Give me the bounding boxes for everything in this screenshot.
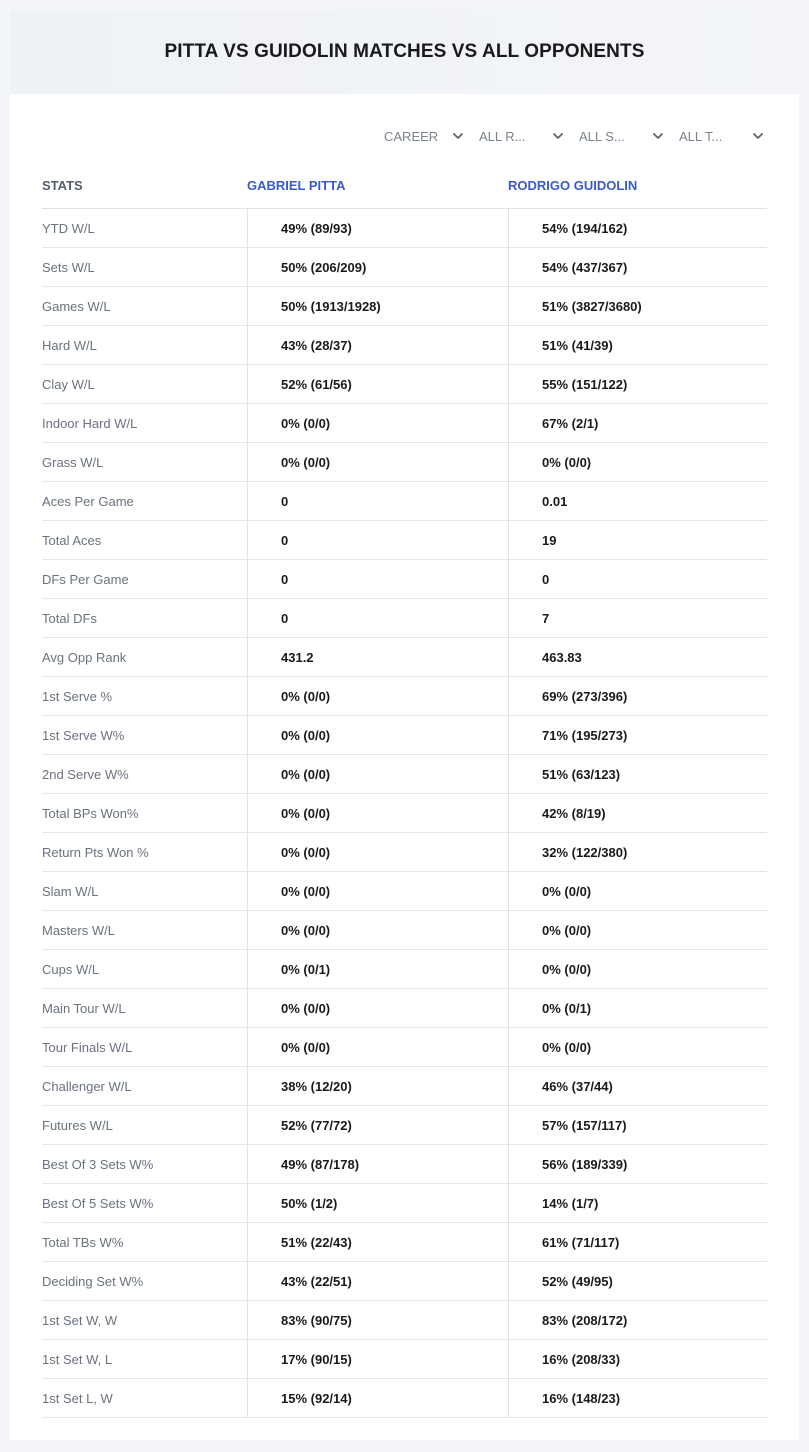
player2-value: 0% (0/0) bbox=[508, 911, 767, 949]
table-row bbox=[42, 599, 767, 638]
player2-value: 19 bbox=[508, 521, 767, 559]
player2-value: 0% (0/0) bbox=[508, 1028, 767, 1066]
table-row bbox=[42, 1106, 767, 1145]
player2-value: 69% (273/396) bbox=[508, 677, 767, 715]
player1-value: 50% (1913/1928) bbox=[247, 287, 508, 325]
player1-value: 15% (92/14) bbox=[247, 1379, 508, 1417]
player2-value: 16% (148/23) bbox=[508, 1379, 767, 1417]
player1-value: 38% (12/20) bbox=[247, 1067, 508, 1105]
filter-round-label: ALL R... bbox=[479, 128, 526, 144]
stat-label: Sets W/L bbox=[42, 259, 95, 275]
table-row bbox=[42, 794, 767, 833]
table-row bbox=[42, 716, 767, 755]
stat-label: Indoor Hard W/L bbox=[42, 415, 138, 431]
player2-value: 71% (195/273) bbox=[508, 716, 767, 754]
player2-value: 0.01 bbox=[508, 482, 767, 520]
stat-label: Total DFs bbox=[42, 610, 97, 626]
table-row bbox=[42, 911, 767, 950]
page-title: PITTA VS GUIDOLIN MATCHES VS ALL OPPONENTS bbox=[164, 41, 645, 62]
table-row bbox=[42, 1301, 767, 1340]
player1-value: 0% (0/0) bbox=[247, 1028, 508, 1066]
player1-value: 17% (90/15) bbox=[247, 1340, 508, 1378]
column-header-player2[interactable]: RODRIGO GUIDOLIN bbox=[508, 177, 638, 193]
stat-label: Best Of 3 Sets W% bbox=[42, 1156, 154, 1172]
player2-value: 67% (2/1) bbox=[508, 404, 767, 442]
stat-label: Total TBs W% bbox=[42, 1234, 124, 1250]
filter-timeframe-label: CAREER bbox=[384, 128, 439, 144]
player1-value: 0% (0/1) bbox=[247, 950, 508, 988]
filter-surface[interactable] bbox=[579, 126, 664, 146]
table-row bbox=[42, 365, 767, 404]
player2-value: 42% (8/19) bbox=[508, 794, 767, 832]
table-row bbox=[42, 1262, 767, 1301]
player1-value: 0% (0/0) bbox=[247, 677, 508, 715]
stats-card bbox=[10, 10, 799, 1440]
table-row bbox=[42, 1223, 767, 1262]
player2-value: 46% (37/44) bbox=[508, 1067, 767, 1105]
stat-label: Cups W/L bbox=[42, 961, 100, 977]
table-row bbox=[42, 1340, 767, 1379]
filter-bar bbox=[10, 126, 799, 146]
table-header bbox=[42, 162, 767, 209]
table-row bbox=[42, 404, 767, 443]
table-row bbox=[42, 677, 767, 716]
player2-value: 0% (0/1) bbox=[508, 989, 767, 1027]
player2-value: 0% (0/0) bbox=[508, 950, 767, 988]
table-row bbox=[42, 521, 767, 560]
player1-value: 51% (22/43) bbox=[247, 1223, 508, 1261]
column-header-stats: STATS bbox=[42, 177, 83, 193]
player1-value: 431.2 bbox=[247, 638, 508, 676]
player2-value: 51% (41/39) bbox=[508, 326, 767, 364]
player2-value: 56% (189/339) bbox=[508, 1145, 767, 1183]
stat-label: Best Of 5 Sets W% bbox=[42, 1195, 154, 1211]
player2-value: 7 bbox=[508, 599, 767, 637]
player1-value: 0 bbox=[247, 521, 508, 559]
filter-tournament-label: ALL T... bbox=[679, 128, 723, 144]
stat-label: Hard W/L bbox=[42, 337, 97, 353]
player2-value: 52% (49/95) bbox=[508, 1262, 767, 1300]
table-row bbox=[42, 287, 767, 326]
stat-label: Futures W/L bbox=[42, 1117, 113, 1133]
player2-value: 55% (151/122) bbox=[508, 365, 767, 403]
stat-label: Clay W/L bbox=[42, 376, 95, 392]
stat-label: Deciding Set W% bbox=[42, 1273, 144, 1289]
table-row bbox=[42, 1028, 767, 1067]
filter-round[interactable] bbox=[479, 126, 564, 146]
player2-value: 463.83 bbox=[508, 638, 767, 676]
player1-value: 0% (0/0) bbox=[247, 794, 508, 832]
filter-timeframe[interactable] bbox=[384, 126, 464, 146]
filter-tournament[interactable] bbox=[679, 126, 764, 146]
player2-value: 0 bbox=[508, 560, 767, 598]
stat-label: Masters W/L bbox=[42, 922, 115, 938]
player1-value: 0% (0/0) bbox=[247, 443, 508, 481]
stat-label: YTD W/L bbox=[42, 220, 95, 236]
table-row bbox=[42, 209, 767, 248]
chevron-down-icon bbox=[552, 130, 564, 142]
player2-value: 57% (157/117) bbox=[508, 1106, 767, 1144]
stats-table bbox=[42, 162, 767, 1418]
table-row bbox=[42, 560, 767, 599]
player2-value: 83% (208/172) bbox=[508, 1301, 767, 1339]
table-row bbox=[42, 638, 767, 677]
player2-value: 0% (0/0) bbox=[508, 443, 767, 481]
stat-label: Return Pts Won % bbox=[42, 844, 149, 860]
stat-label: Total Aces bbox=[42, 532, 102, 548]
chevron-down-icon bbox=[652, 130, 664, 142]
stat-label: Avg Opp Rank bbox=[42, 649, 127, 665]
table-row bbox=[42, 872, 767, 911]
player2-value: 32% (122/380) bbox=[508, 833, 767, 871]
player1-value: 0% (0/0) bbox=[247, 872, 508, 910]
player1-value: 52% (77/72) bbox=[247, 1106, 508, 1144]
player1-value: 0 bbox=[247, 560, 508, 598]
stat-label: Grass W/L bbox=[42, 454, 104, 470]
player2-value: 54% (437/367) bbox=[508, 248, 767, 286]
player1-value: 0% (0/0) bbox=[247, 833, 508, 871]
stat-label: Challenger W/L bbox=[42, 1078, 132, 1094]
player2-value: 61% (71/117) bbox=[508, 1223, 767, 1261]
stat-label: 1st Set W, L bbox=[42, 1351, 113, 1367]
player1-value: 50% (206/209) bbox=[247, 248, 508, 286]
player2-value: 14% (1/7) bbox=[508, 1184, 767, 1222]
player1-value: 0% (0/0) bbox=[247, 755, 508, 793]
stat-label: Main Tour W/L bbox=[42, 1000, 126, 1016]
player1-value: 43% (28/37) bbox=[247, 326, 508, 364]
player1-value: 50% (1/2) bbox=[247, 1184, 508, 1222]
table-row bbox=[42, 950, 767, 989]
stat-label: Tour Finals W/L bbox=[42, 1039, 133, 1055]
stat-label: Total BPs Won% bbox=[42, 805, 139, 821]
player1-value: 83% (90/75) bbox=[247, 1301, 508, 1339]
player1-value: 0% (0/0) bbox=[247, 404, 508, 442]
table-row bbox=[42, 1067, 767, 1106]
column-header-player1[interactable]: GABRIEL PITTA bbox=[247, 177, 346, 193]
player1-value: 52% (61/56) bbox=[247, 365, 508, 403]
stat-label: Slam W/L bbox=[42, 883, 99, 899]
table-row bbox=[42, 1184, 767, 1223]
table-row bbox=[42, 443, 767, 482]
table-row bbox=[42, 1379, 767, 1418]
stat-label: 2nd Serve W% bbox=[42, 766, 129, 782]
player2-value: 51% (63/123) bbox=[508, 755, 767, 793]
table-row bbox=[42, 326, 767, 365]
player1-value: 0% (0/0) bbox=[247, 989, 508, 1027]
player2-value: 51% (3827/3680) bbox=[508, 287, 767, 325]
player1-value: 49% (89/93) bbox=[247, 209, 508, 247]
player1-value: 43% (22/51) bbox=[247, 1262, 508, 1300]
table-row bbox=[42, 989, 767, 1028]
player1-value: 0 bbox=[247, 599, 508, 637]
filter-surface-label: ALL S... bbox=[579, 128, 625, 144]
stat-label: Aces Per Game bbox=[42, 493, 134, 509]
stat-label: 1st Serve W% bbox=[42, 727, 125, 743]
card-header bbox=[10, 10, 799, 94]
player2-value: 16% (208/33) bbox=[508, 1340, 767, 1378]
table-row bbox=[42, 248, 767, 287]
table-body bbox=[42, 209, 767, 1418]
player2-value: 0% (0/0) bbox=[508, 872, 767, 910]
table-row bbox=[42, 1145, 767, 1184]
stat-label: Games W/L bbox=[42, 298, 111, 314]
chevron-down-icon bbox=[752, 130, 764, 142]
chevron-down-icon bbox=[452, 130, 464, 142]
stat-label: DFs Per Game bbox=[42, 571, 129, 587]
player2-value: 54% (194/162) bbox=[508, 209, 767, 247]
player1-value: 0% (0/0) bbox=[247, 911, 508, 949]
stat-label: 1st Set L, W bbox=[42, 1390, 113, 1406]
stat-label: 1st Set W, W bbox=[42, 1312, 118, 1328]
stat-label: 1st Serve % bbox=[42, 688, 113, 704]
table-row bbox=[42, 755, 767, 794]
table-row bbox=[42, 482, 767, 521]
player1-value: 49% (87/178) bbox=[247, 1145, 508, 1183]
player1-value: 0% (0/0) bbox=[247, 716, 508, 754]
table-row bbox=[42, 833, 767, 872]
player1-value: 0 bbox=[247, 482, 508, 520]
